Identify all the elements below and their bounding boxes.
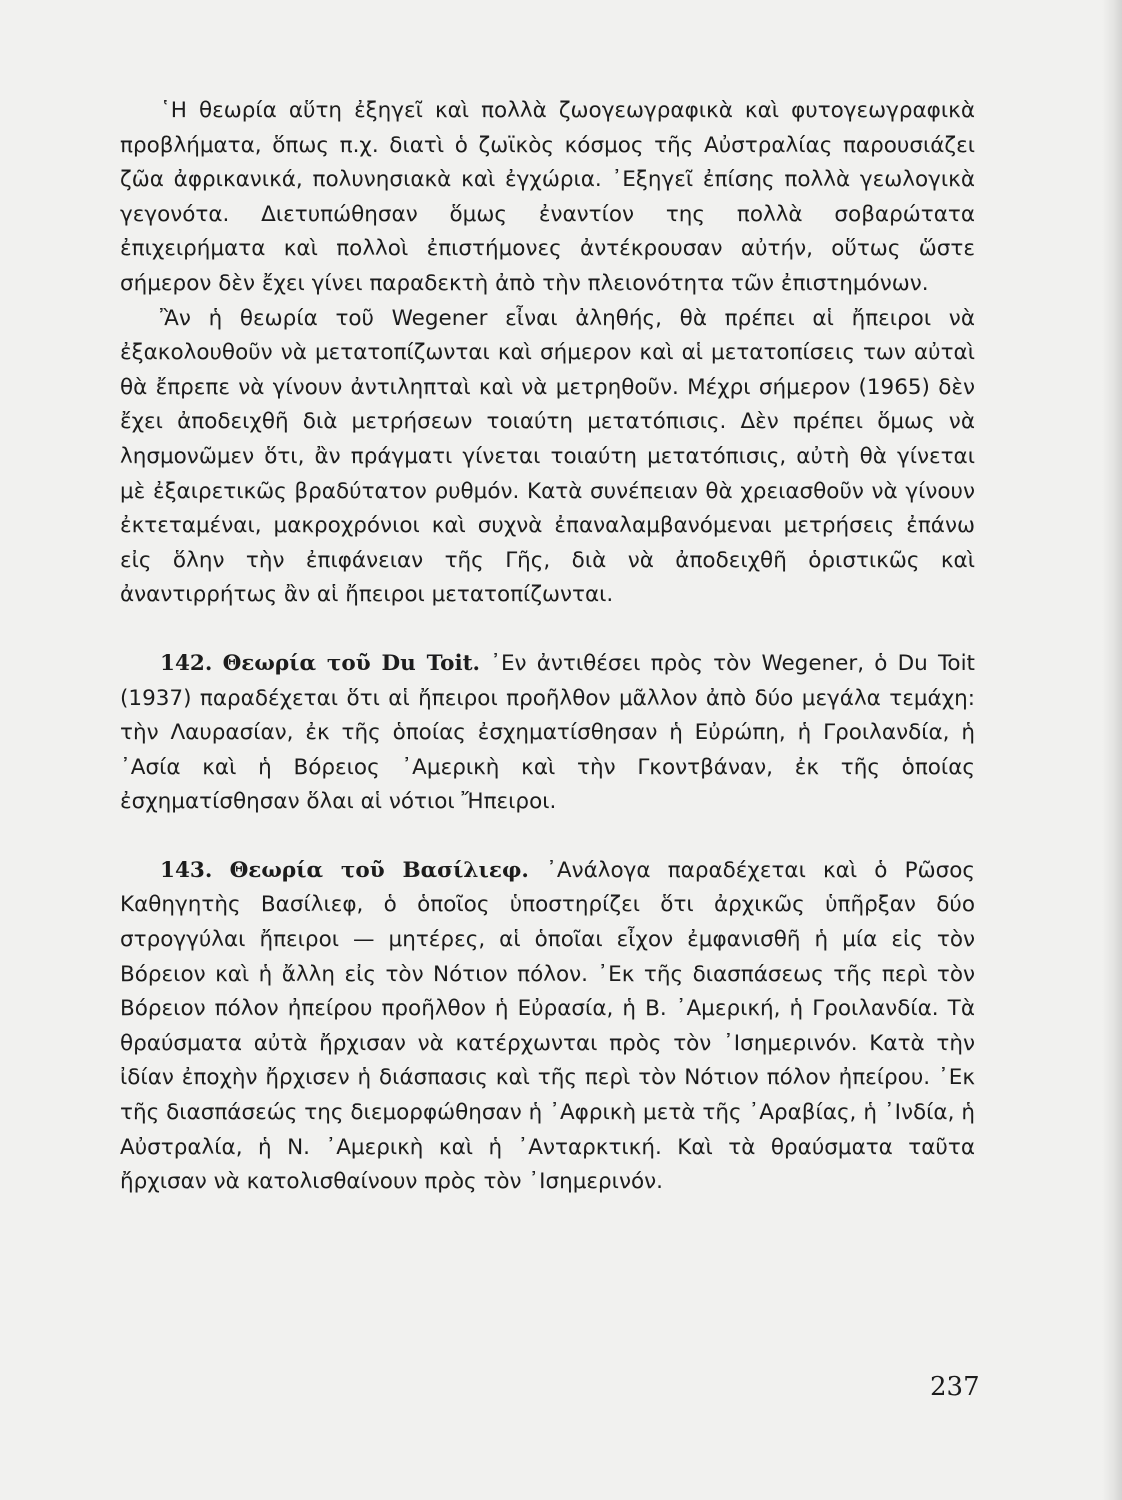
text-block [120, 94, 975, 1200]
paragraph-wegener-explanation: ῾Η θεωρία αὕτη ἐξηγεῖ καὶ πολλὰ ζωογεωγραφικὰ καὶ φυτογεωγραφικὰ προβλήματα, ὅπως π.χ. διατὶ ὁ ζωϊκὸς κόσμος τῆς Αὐστραλίας παρουσιάζει ζῶα ἀφρικανικά, πολυνησιακὰ καὶ ἐγχώρια. ᾿Εξηγεῖ ἐπίσης πολλὰ γεωλογικὰ γεγονότα. Διετυπώθησαν ὅμως ἐναντίον της πολλὰ σοβαρώτατα ἐπιχειρήματα καὶ πολλοὶ ἐπιστήμονες ἀντέκρουσαν αὐτήν, οὕτως ὥστε σήμερον δὲν ἔχει γίνει παραδεκτὴ ἀπὸ τὴν πλειονότητα τῶν ἐπιστημόνων. [120, 98, 975, 296]
page-edge-shadow [1102, 0, 1122, 1500]
section-142-body: ᾿Εν ἀντιθέσει πρὸς τὸν Wegener, ὁ Du Toit (1937) παραδέχεται ὅτι αἱ ἤπειροι προῆλθον μᾶλλον ἀπὸ δύο μεγάλα τεμάχη: τὴν Λαυρασίαν, ἐκ τῆς ὁποίας ἐσχηματίσθησαν ἡ Εὐρώπη, ἡ Γροιλανδία, ἡ ᾿Ασία καὶ ἡ Βόρειος ᾿Αμερικὴ καὶ τὴν Γκοντβάναν, ἐκ τῆς ὁποίας ἐσχηματίσθησαν ὅλαι αἱ νότιοι Ἤπειροι. [120, 650, 975, 815]
section-142 [120, 647, 975, 820]
section-143-number: 143. [160, 857, 213, 883]
section-142-title: Θεωρία τοῦ Du Toit. [222, 650, 481, 676]
section-143-body: ᾿Ανάλογα παραδέχεται καὶ ὁ Ρῶσος Καθηγητὴς Βασίλιεφ, ὁ ὁποῖος ὑποστηρίζει ὅτι ἀρχικῶς ὑπῆρξαν δύο στρογγύλαι ἤπειροι — μητέρες, αἱ ὁποῖαι εἶχον ἐμφανισθῆ ἡ μία εἰς τὸν Βόρειον καὶ ἡ ἄλλη εἰς τὸν Νότιον πόλον. ᾿Εκ τῆς διασπάσεως τῆς περὶ τὸν Βόρειον πόλον ἠπείρου προῆλθον ἡ Εὐρασία, ἡ Β. ᾿Αμερική, ἡ Γροιλανδία. Τὰ θραύσματα αὐτὰ ἤρχισαν νὰ κατέρχωνται πρὸς τὸν ᾿Ισημερινόν. Κατὰ τὴν ἰδίαν ἐποχὴν ἤρχισεν ἡ διάσπασις καὶ τῆς περὶ τὸν Νότιον πόλον ἠπείρου. ᾿Εκ τῆς διασπάσεώς της διεμορφώθησαν ἡ ᾿Αφρικὴ μετὰ τῆς ᾿Αραβίας, ἡ ᾿Ινδία, ἡ Αὐστραλία, ἡ Ν. ᾿Αμερικὴ καὶ ἡ ᾿Ανταρκτική. Καὶ τὰ θραύσματα ταῦτα ἤρχισαν νὰ κατολισθαίνουν πρὸς τὸν ᾿Ισημερινόν. [120, 857, 976, 1195]
section-143 [120, 854, 975, 1200]
page-number: 237 [930, 1372, 980, 1402]
section-142-number: 142. [160, 650, 213, 676]
paragraph-wegener-measurements: Ἂν ἡ θεωρία τοῦ Wegener εἶναι ἀληθής, θὰ πρέπει αἱ ἤπειροι νὰ ἐξακολουθοῦν νὰ μετατοπίζωνται καὶ σήμερον καὶ αἱ μετατοπίσεις των αὐταὶ θὰ ἔπρεπε νὰ γίνουν ἀντιληπταὶ καὶ νὰ μετρηθοῦν. Μέχρι σήμερον (1965) δὲν ἔχει ἀποδειχθῆ διὰ μετρήσεων τοιαύτη μετατόπισις. Δὲν πρέπει ὅμως νὰ λησμονῶμεν ὅτι, ἂν πράγματι γίνεται τοιαύτη μετατόπισις, αὐτὴ θὰ γίνεται μὲ ἐξαιρετικῶς βραδύτατον ρυθμόν. Κατὰ συνέπειαν θὰ χρειασθοῦν νὰ γίνουν ἐκτεταμέναι, μακροχρόνιοι καὶ συχνὰ ἐπαναλαμβανόμεναι μετρήσεις ἐπάνω εἰς ὅλην τὴν ἐπιφάνειαν τῆς Γῆς, διὰ νὰ ἀποδειχθῆ ὁριστικῶς καὶ ἀναντιρρήτως ἂν αἱ ἤπειροι μετατοπίζωνται. [120, 305, 975, 608]
section-143-title: Θεωρία τοῦ Βασίλιεφ. [229, 857, 529, 883]
